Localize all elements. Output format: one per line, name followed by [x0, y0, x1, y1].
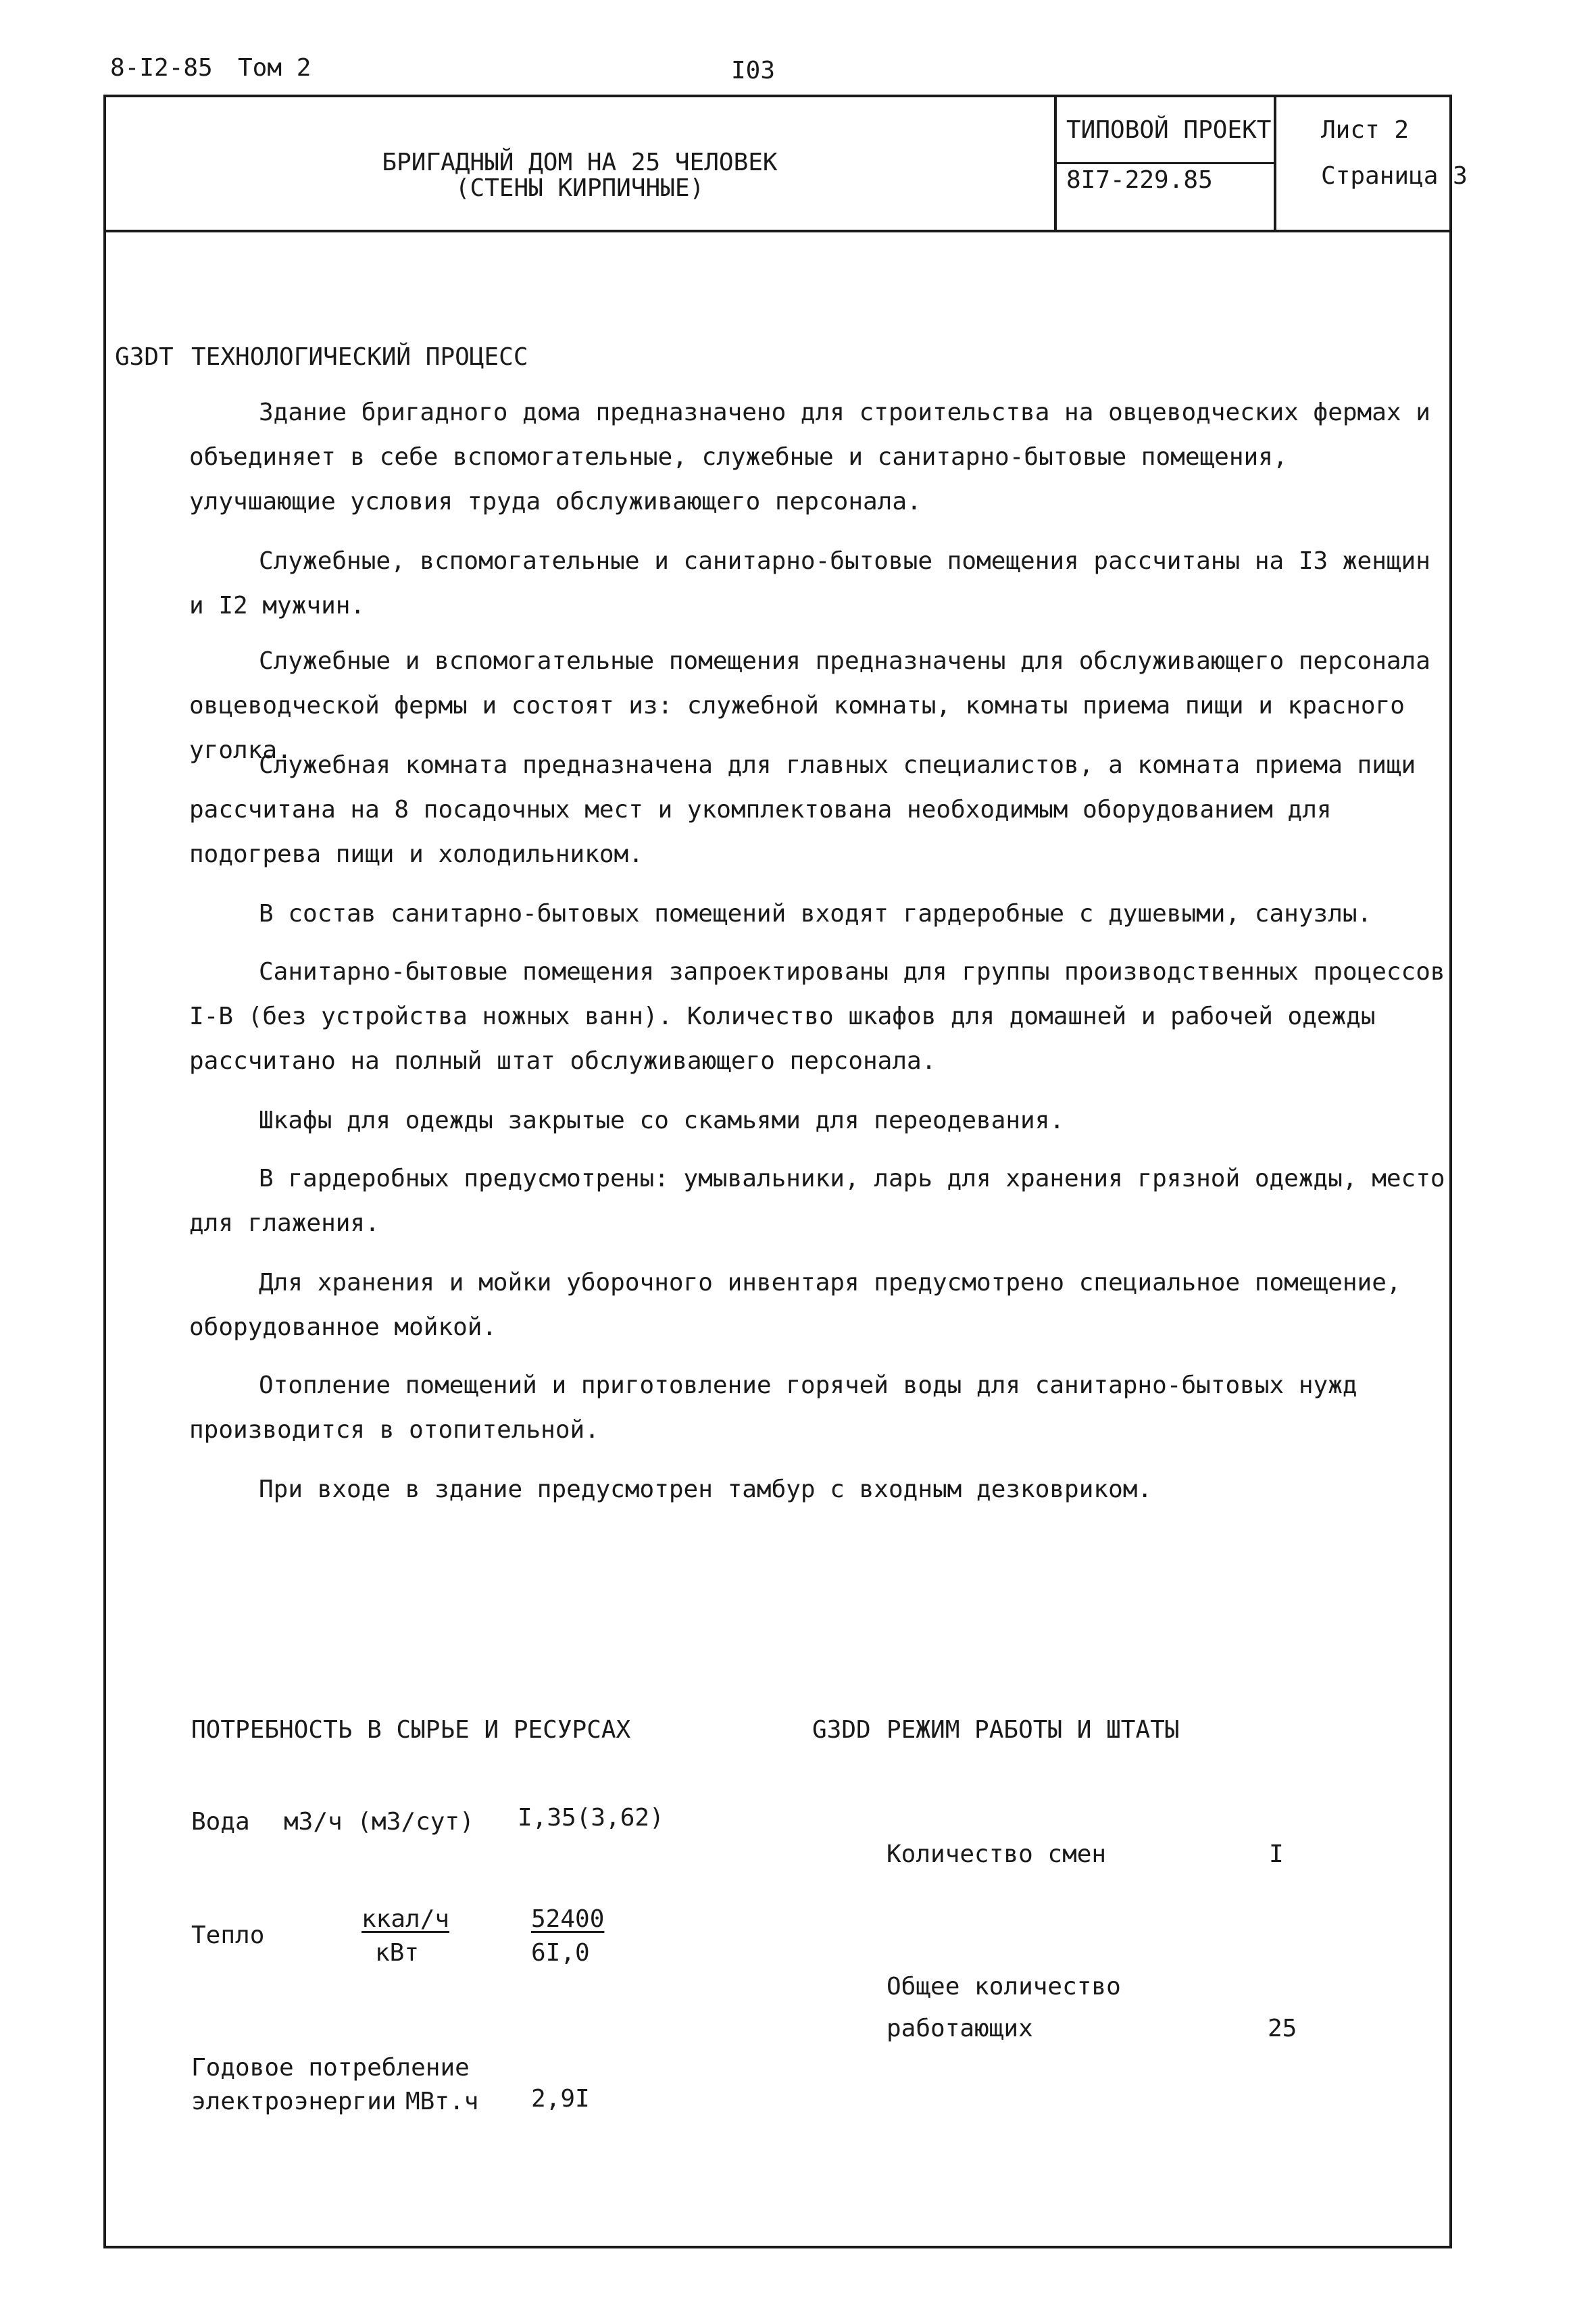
heat-label: Тепло: [191, 1921, 265, 1949]
page-label: Страница 3: [1321, 162, 1468, 190]
paragraph-3: Служебные и вспомогательные помещения предназначены для обслуживающего персонала овцеводческой фермы и состоят из: служебной комнаты, комнаты приема пищи и красного уголка.: [189, 647, 1430, 764]
water-value: I,35(3,62): [518, 1804, 664, 1832]
resources-heading: ПОТРЕБНОСТЬ В СЫРЬЕ И РЕСУРСАХ: [191, 1716, 631, 1744]
shifts-label: Количество смен: [887, 1840, 1107, 1868]
workers-value: 25: [1268, 2015, 1297, 2042]
paragraph-9: Для хранения и мойки уборочного инвентаря предусмотрено специальное помещение, оборудованное мойкой.: [189, 1269, 1401, 1341]
power-unit: МВт.ч: [405, 2088, 479, 2115]
sheet-number: Лист 2: [1321, 116, 1410, 144]
heat-value-kw: 6I,0: [531, 1939, 590, 1967]
section-code-g3dt: G3DT: [115, 343, 174, 371]
power-label-line-2: электроэнергии: [191, 2088, 397, 2115]
project-number: 8I7-229.85: [1066, 166, 1213, 194]
doc-code: 8-I2-85: [110, 54, 213, 82]
volume-label: Том 2: [238, 54, 311, 82]
paragraph-11: При входе в здание предусмотрен тамбур с входным дезковриком.: [259, 1476, 1153, 1503]
heat-unit-kcal: ккал/ч: [361, 1905, 450, 1933]
heat-unit-kw: кВт: [375, 1939, 420, 1967]
shifts-value: I: [1269, 1840, 1284, 1868]
project-label: ТИПОВОЙ ПРОЕКТ: [1066, 116, 1272, 144]
paragraph-1: Здание бригадного дома предназначено для строительства на овцеводческих фермах и объединяет в себе вспомогательные, служебные и санитарно-бытовые помещения, улучшающие условия труда обслуживающего персонала.: [189, 399, 1430, 515]
workers-label-line-2: работающих: [887, 2015, 1033, 2042]
section-code-g3dd: G3DD: [812, 1716, 871, 1744]
power-label-line-1: Годовое потребление: [191, 2054, 470, 2082]
paragraph-2: Служебные, вспомогательные и санитарно-бытовые помещения рассчитаны на I3 женщин и I2 мужчин.: [189, 547, 1430, 620]
project-cell-divider: [1055, 162, 1275, 164]
paragraph-10: Отопление помещений и приготовление горячей воды для санитарно-бытовых нужд производится в отопительной.: [189, 1372, 1357, 1444]
power-value: 2,9I: [531, 2085, 590, 2113]
workers-label-line-1: Общее количество: [887, 1973, 1121, 2001]
paragraph-6: Санитарно-бытовые помещения запроектированы для группы производственных процессов I-В (без устройства ножных ванн). Количество шкафов для домашней и рабочей одежды рассчитано на полный штат обслуживающего персонала.: [189, 958, 1445, 1075]
water-label: Вода: [191, 1808, 250, 1836]
heat-value-kcal: 52400: [531, 1905, 605, 1933]
paragraph-4: Служебная комната предназначена для главных специалистов, а комната приема пищи рассчитана на 8 посадочных мест и укомплектована необходимым оборудованием для подогрева пищи и холодильником.: [189, 751, 1416, 868]
page-number: I03: [731, 57, 776, 84]
document-title-line-2: (СТЕНЫ КИРПИЧНЫЕ): [455, 174, 705, 202]
document-title-line-1: БРИГАДНЫЙ ДОМ НА 25 ЧЕЛОВЕК: [382, 149, 778, 176]
regime-heading: РЕЖИМ РАБОТЫ И ШТАТЫ: [887, 1716, 1180, 1744]
paragraph-7: Шкафы для одежды закрытые со скамьями для переодевания.: [259, 1107, 1065, 1134]
water-unit: м3/ч (м3/сут): [284, 1808, 474, 1836]
paragraph-8: В гардеробных предусмотрены: умывальники, ларь для хранения грязной одежды, место для глажения.: [189, 1165, 1445, 1237]
paragraph-5: В состав санитарно-бытовых помещений входят гардеробные с душевыми, санузлы.: [259, 900, 1372, 928]
section-heading-technological-process: ТЕХНОЛОГИЧЕСКИЙ ПРОЦЕСС: [191, 343, 528, 371]
